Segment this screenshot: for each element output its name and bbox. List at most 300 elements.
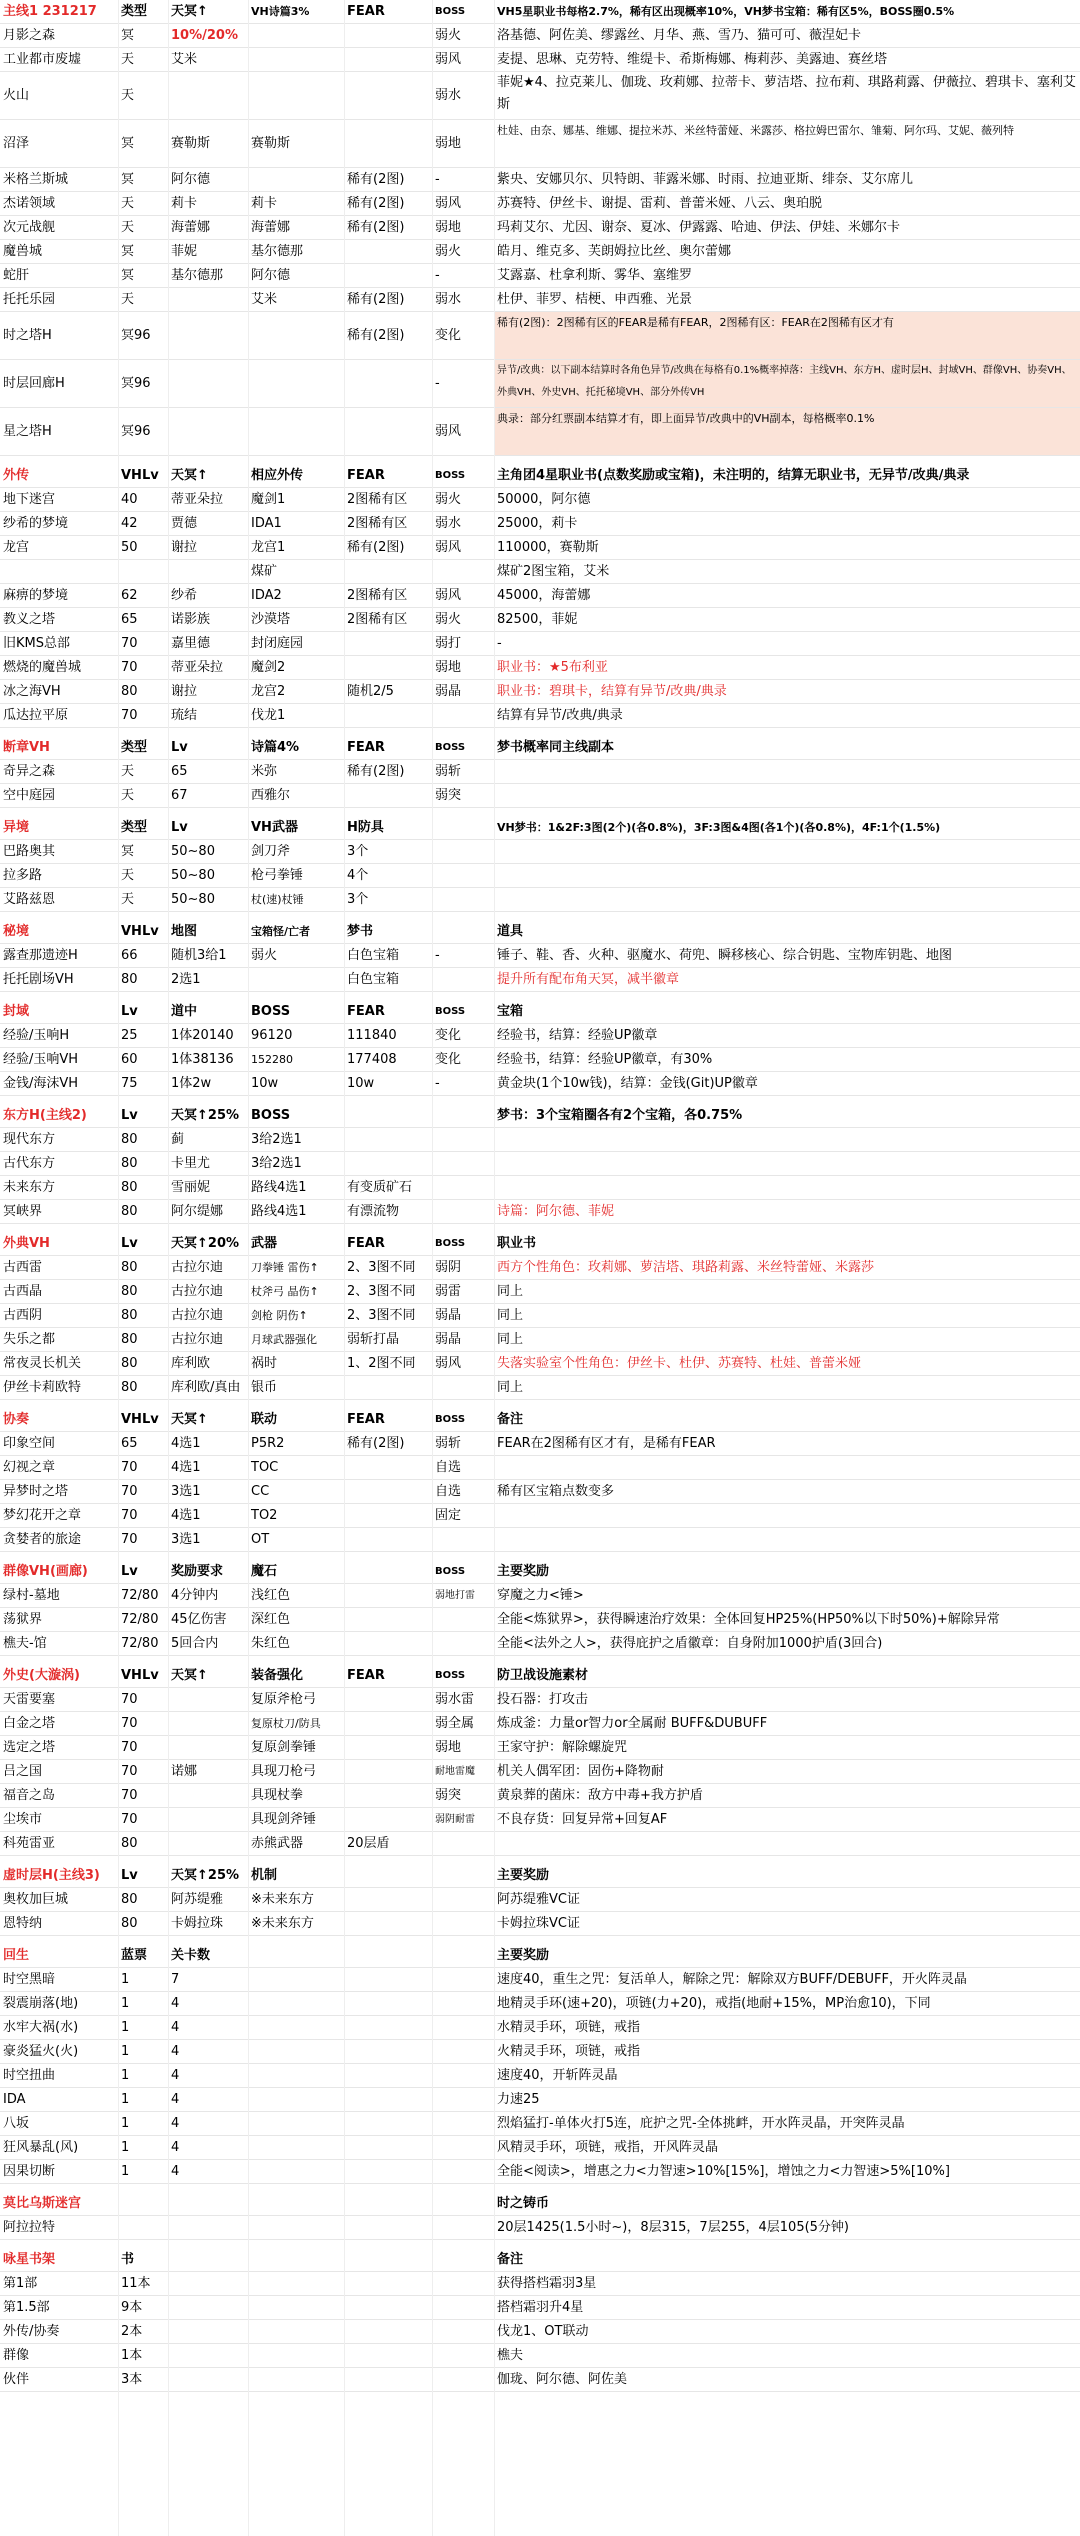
table-cell — [118, 2192, 168, 2216]
row-label-cell: 异梦时之塔 — [3, 1484, 69, 1499]
table-cell — [168, 2216, 248, 2240]
table-cell: 天冥↑20% — [171, 1236, 240, 1251]
table-cell: 古拉尔迪 — [171, 1332, 224, 1347]
table-cell: 60 — [121, 1052, 138, 1067]
table-cell: 70 — [121, 1692, 138, 1707]
table-cell: 弱水雷 — [435, 1692, 475, 1707]
table-cell: 不良存货：回复异常+回复AF — [497, 1812, 668, 1827]
table-cell: 沙漠塔 — [251, 612, 291, 627]
table-cell: 4个 — [347, 868, 369, 883]
table-cell: 蒂亚朵拉 — [171, 492, 224, 507]
table-cell — [168, 1808, 248, 1832]
table-cell: Lv — [121, 1236, 138, 1251]
table-cell — [344, 1968, 432, 1992]
table-cell: 3个 — [347, 844, 369, 859]
table-cell: 煤矿2图宝箱，艾米 — [497, 564, 610, 579]
table-row — [0, 1504, 1080, 1528]
table-cell: 天冥↑25% — [171, 1108, 240, 1123]
section-header-row — [0, 2192, 1080, 2216]
table-cell: 联动 — [251, 1412, 278, 1427]
table-cell: TOC — [251, 1460, 279, 1475]
table-cell: 弱地 — [435, 1740, 462, 1755]
table-cell: BOSS — [435, 1414, 466, 1425]
table-cell — [344, 784, 432, 808]
table-cell: 路线4选1 — [251, 1204, 307, 1219]
table-cell: 全能<炼狱界>，获得瞬速治疗效果：全体回复HP25%(HP50%以下时50%)+解除异常 — [497, 1612, 1000, 1627]
table-cell: 机制 — [251, 1868, 278, 1883]
table-cell: 梦书概率同主线副本 — [497, 740, 615, 755]
table-cell — [432, 816, 494, 840]
table-cell: 具现杖拳 — [251, 1788, 304, 1803]
row-label-cell: 时之塔H — [3, 328, 52, 343]
row-label-cell: 外传 — [3, 468, 30, 483]
table-cell — [432, 1608, 494, 1632]
row-label-cell: 经验/玉响VH — [3, 1052, 79, 1067]
table-cell: 路线4选1 — [251, 1180, 307, 1195]
row-label-cell: 未来东方 — [3, 1180, 56, 1195]
table-cell: 弱地打雷 — [435, 1590, 475, 1601]
table-cell — [432, 2248, 494, 2272]
row-label-cell: 沼泽 — [3, 136, 30, 151]
row-label-cell: 旧KMS总部 — [3, 636, 70, 651]
table-cell: 白色宝箱 — [347, 948, 400, 963]
table-cell: 弱晶 — [435, 1332, 462, 1347]
row-label-cell: 时空扭曲 — [3, 2068, 56, 2083]
table-row — [0, 584, 1080, 608]
row-label-cell: 时空黑暗 — [3, 1972, 56, 1987]
table-row — [0, 760, 1080, 784]
table-cell: 70 — [121, 1460, 138, 1475]
table-cell: 弱风 — [435, 588, 462, 603]
table-cell: - — [435, 172, 440, 187]
table-cell: 菲妮★4、拉克莱儿、伽珑、玫莉娜、拉蒂卡、萝洁塔、拉布莉、琪路莉露、伊薇拉、碧琪卡、塞利艾斯 — [497, 75, 1076, 112]
table-cell: 剑枪 阴伤↑ — [251, 1309, 308, 1322]
section-header-row — [0, 2248, 1080, 2272]
table-cell: 赛勒斯 — [171, 136, 211, 151]
table-cell: 80 — [121, 1308, 138, 1323]
table-cell: 弱地 — [435, 660, 462, 675]
row-label-cell: 空中庭园 — [3, 788, 56, 803]
table-cell: 弱风 — [435, 424, 462, 439]
table-cell: 古拉尔迪 — [171, 1308, 224, 1323]
table-cell: 45亿伤害 — [171, 1612, 227, 1627]
table-row — [0, 1048, 1080, 1072]
table-cell: 冥96 — [121, 424, 151, 439]
table-cell — [432, 920, 494, 944]
table-row — [0, 288, 1080, 312]
table-cell: FEAR — [347, 468, 385, 483]
row-label-cell: 蛇肝 — [3, 268, 30, 283]
row-label-cell: 东方H(主线2) — [3, 1108, 87, 1123]
row-label-cell: 冥峡界 — [3, 1204, 43, 1219]
row-label-cell: 回生 — [3, 1948, 30, 1963]
table-cell: 梦书：3个宝箱圈各有2个宝箱，各0.75% — [497, 1108, 743, 1123]
table-cell — [168, 2320, 248, 2344]
table-cell: 80 — [121, 1916, 138, 1931]
table-cell: 弱斩 — [435, 764, 462, 779]
table-cell — [168, 288, 248, 312]
table-cell: 3给2选1 — [251, 1132, 302, 1147]
spacer-row — [0, 2184, 1080, 2192]
table-row — [0, 2040, 1080, 2064]
table-cell: 4 — [171, 2140, 180, 2155]
table-cell: 具现刀枪弓 — [251, 1764, 317, 1779]
table-cell: 水精灵手环，项链，戒指 — [497, 2020, 641, 2035]
table-cell: 冥 — [121, 244, 135, 259]
spacer-row — [0, 1856, 1080, 1864]
table-cell — [344, 408, 432, 456]
table-cell — [432, 1864, 494, 1888]
table-cell: 基尔德那 — [251, 244, 304, 259]
table-row — [0, 168, 1080, 192]
row-label-cell: 米格兰斯城 — [3, 172, 69, 187]
row-label-cell: 燃烧的魔兽城 — [3, 660, 82, 675]
table-cell — [344, 2272, 432, 2296]
column-divider — [432, 0, 433, 2536]
table-cell — [248, 24, 344, 48]
table-cell — [344, 1104, 432, 1128]
table-cell: 伽珑、阿尔德、阿佐美 — [497, 2372, 628, 2387]
table-cell — [344, 1808, 432, 1832]
table-cell: 杖斧弓 晶伤↑ — [251, 1285, 319, 1298]
table-cell: BOSS — [435, 742, 466, 753]
table-cell — [248, 2248, 344, 2272]
table-cell: 1 — [121, 2068, 130, 2083]
table-cell: 1 — [121, 2020, 130, 2035]
spacer-row — [0, 456, 1080, 464]
table-cell: 66 — [121, 948, 138, 963]
table-cell: 80 — [121, 1332, 138, 1347]
table-cell — [344, 2040, 432, 2064]
table-cell — [248, 2112, 344, 2136]
table-cell: VHLv — [121, 468, 159, 483]
row-label-cell: 月影之森 — [3, 28, 56, 43]
table-cell — [432, 560, 494, 584]
table-cell: Lv — [171, 740, 188, 755]
table-cell: 177408 — [347, 1052, 397, 1067]
table-cell: - — [435, 268, 440, 283]
table-cell: 基尔德那 — [171, 268, 224, 283]
table-cell: VH5星职业书每格2.7%，稀有区出现概率10%，VH梦书宝箱：稀有区5%，BOSS圈0.5% — [497, 5, 955, 18]
table-cell: 天 — [121, 764, 135, 779]
table-cell: 20层1425(1.5小时~)，8层315，7层255，4层105(5分钟) — [497, 2220, 850, 2235]
table-cell: 苏赛特、伊丝卡、谢提、雷莉、普蕾米娅、八云、奥珀脱 — [497, 196, 823, 211]
table-cell — [344, 1912, 432, 1936]
section-header-row — [0, 1944, 1080, 1968]
table-cell: 天 — [121, 788, 135, 803]
table-cell: 50~80 — [171, 868, 215, 883]
table-cell — [432, 1888, 494, 1912]
table-cell: 62 — [121, 588, 138, 603]
table-cell: 皓月、维克多、芙朗姆拉比丝、奥尔蕾娜 — [497, 244, 732, 259]
row-label-cell: 白金之塔 — [3, 1716, 56, 1731]
table-cell: 72/80 — [121, 1612, 159, 1627]
table-row — [0, 1152, 1080, 1176]
section-header-row — [0, 464, 1080, 488]
table-cell: 变化 — [435, 328, 462, 343]
table-cell — [168, 560, 248, 584]
section-header-row — [0, 1408, 1080, 1432]
table-cell: 稀有(2图)：2图稀有区的FEAR是稀有FEAR，2图稀有区：FEAR在2图稀有区才有 — [494, 312, 1080, 360]
table-cell: 45000，海蕾娜 — [497, 588, 591, 603]
row-label-cell: 金钱/海沫VH — [3, 1076, 79, 1091]
table-row — [0, 1712, 1080, 1736]
table-cell: 弱风 — [435, 196, 462, 211]
table-cell: 弱晶 — [435, 684, 462, 699]
table-cell: 具现剑斧锤 — [251, 1812, 317, 1827]
table-cell: 琉结 — [171, 708, 198, 723]
table-cell: 炼成釜：力量or智力or全属耐 BUFF&DUBUFF — [497, 1716, 768, 1731]
table-row — [0, 1888, 1080, 1912]
table-row — [0, 1808, 1080, 1832]
table-cell — [432, 2368, 494, 2392]
table-cell: 诺影族 — [171, 612, 211, 627]
table-cell: 海蕾娜 — [171, 220, 211, 235]
table-cell: 古拉尔迪 — [171, 1260, 224, 1275]
table-cell: 速度40，重生之咒：复活单人，解除之咒：解除双方BUFF/DEBUFF，开火阵灵晶 — [497, 1972, 967, 1987]
table-cell: 防卫战设施素材 — [497, 1668, 589, 1683]
row-label-cell: 绿村-墓地 — [3, 1588, 60, 1603]
table-row — [0, 656, 1080, 680]
section-header-row — [0, 920, 1080, 944]
table-cell: 经验书，结算：经验UP徽章，有30% — [497, 1052, 713, 1067]
table-cell: 4选1 — [171, 1508, 201, 1523]
table-row — [0, 2272, 1080, 2296]
table-cell: 梦书 — [347, 924, 374, 939]
table-cell: 1 — [121, 2092, 130, 2107]
table-cell: 80 — [121, 1180, 138, 1195]
table-row — [0, 216, 1080, 240]
table-cell — [248, 2136, 344, 2160]
row-label-cell: 外传/协奏 — [3, 2324, 60, 2339]
row-label-cell: 次元战舰 — [3, 220, 56, 235]
row-label-cell: 火山 — [3, 88, 30, 103]
table-row — [0, 120, 1080, 168]
table-cell: 70 — [121, 1508, 138, 1523]
row-label-cell: 吕之国 — [3, 1764, 43, 1779]
table-cell: 弱风 — [435, 540, 462, 555]
table-row — [0, 1176, 1080, 1200]
table-cell — [344, 1784, 432, 1808]
table-cell: 地图 — [171, 924, 198, 939]
column-divider — [494, 0, 495, 2536]
table-cell — [432, 2040, 494, 2064]
table-cell: 弱火 — [435, 612, 462, 627]
table-cell: 紫央、安娜贝尔、贝特朗、菲露米娜、时雨、拉迪亚斯、绯奈、艾尔席儿 — [497, 172, 914, 187]
table-cell: 赛勒斯 — [251, 136, 291, 151]
row-label-cell: 麻痹的梦境 — [3, 588, 69, 603]
table-cell: 弱突 — [435, 788, 462, 803]
table-cell: 弱火 — [251, 948, 278, 963]
table-cell: 4选1 — [171, 1460, 201, 1475]
table-cell: FEAR — [347, 1668, 385, 1683]
table-cell: 菲妮 — [171, 244, 198, 259]
row-label-cell: 古西晶 — [3, 1284, 43, 1299]
table-cell: 弱火 — [435, 492, 462, 507]
table-cell — [432, 1992, 494, 2016]
table-cell: 天 — [121, 88, 135, 103]
table-cell: FEAR — [347, 4, 385, 19]
table-row — [0, 24, 1080, 48]
table-cell: 70 — [121, 660, 138, 675]
table-cell — [248, 2016, 344, 2040]
table-row — [0, 840, 1080, 864]
table-cell — [344, 120, 432, 168]
table-cell: 古拉尔迪 — [171, 1284, 224, 1299]
table-cell: 雪丽妮 — [171, 1180, 211, 1195]
table-cell: 弱水 — [435, 292, 462, 307]
table-cell: Lv — [121, 1564, 138, 1579]
table-cell: 诗篇4% — [251, 740, 300, 755]
row-label-cell: 秘境 — [3, 924, 30, 939]
table-cell: 武器 — [251, 1236, 278, 1251]
table-cell: 固定 — [435, 1508, 462, 1523]
table-cell — [118, 560, 168, 584]
table-cell — [432, 1376, 494, 1400]
table-row — [0, 864, 1080, 888]
table-cell — [344, 2016, 432, 2040]
table-cell: 同上 — [497, 1380, 524, 1395]
table-cell — [344, 1992, 432, 2016]
table-cell: 复原剑拳锤 — [251, 1740, 317, 1755]
table-cell: 赤熊武器 — [251, 1836, 304, 1851]
table-cell: 2本 — [121, 2324, 143, 2339]
table-cell: 封闭庭园 — [251, 636, 304, 651]
table-cell: 50000，阿尔德 — [497, 492, 591, 507]
table-cell: VH诗篇3% — [251, 5, 310, 18]
table-row — [0, 1528, 1080, 1552]
table-row — [0, 608, 1080, 632]
table-cell: 备注 — [497, 1412, 524, 1427]
table-cell: 有变质矿石 — [347, 1180, 413, 1195]
table-cell: 关卡数 — [171, 1948, 211, 1963]
table-cell: 蓝票 — [121, 1948, 148, 1963]
table-row — [0, 1128, 1080, 1152]
table-cell: 天 — [121, 52, 135, 67]
row-label-cell: 杰诺领域 — [3, 196, 56, 211]
table-cell: BOSS — [251, 1004, 291, 1019]
row-divider — [0, 2391, 1080, 2392]
table-cell: 1 — [121, 2116, 130, 2131]
row-label-cell: 贪婪者的旅途 — [3, 1532, 82, 1547]
table-cell — [168, 1688, 248, 1712]
table-cell: 80 — [121, 1204, 138, 1219]
table-cell: 提升所有配布角天冥，减半徽章 — [497, 972, 680, 987]
table-cell: - — [435, 376, 440, 391]
table-cell — [248, 72, 344, 120]
table-cell: 艾露嘉、杜拿利斯、雾华、塞维罗 — [497, 268, 693, 283]
table-cell — [432, 1912, 494, 1936]
table-cell: ※未来东方 — [251, 1892, 314, 1907]
spacer-row — [0, 2240, 1080, 2248]
table-cell: 装备强化 — [251, 1668, 304, 1683]
table-cell — [344, 2344, 432, 2368]
table-cell — [432, 2064, 494, 2088]
table-cell: 银币 — [251, 1380, 278, 1395]
table-cell: 4 — [171, 2116, 180, 2131]
table-cell: 弱地 — [435, 220, 462, 235]
table-cell: 天冥↑ — [171, 468, 208, 483]
row-label-cell: 选定之塔 — [3, 1740, 56, 1755]
row-label-cell: 奥枚加巨城 — [3, 1892, 69, 1907]
column-divider — [248, 0, 249, 2536]
table-cell: 谢拉 — [171, 684, 198, 699]
table-cell: BOSS — [435, 1566, 466, 1577]
table-cell: 主要奖励 — [497, 1564, 550, 1579]
table-cell: 黄泉葬的菌床：敌方中毒+我方护盾 — [497, 1788, 703, 1803]
table-cell: 弱风 — [435, 52, 462, 67]
table-cell: VHLv — [121, 924, 159, 939]
table-cell: - — [435, 948, 440, 963]
row-label-cell: 荡狱界 — [3, 1612, 43, 1627]
spacer-row — [0, 1400, 1080, 1408]
table-cell: 稀有(2图) — [347, 328, 405, 343]
table-cell: IDA1 — [251, 516, 282, 531]
row-label-cell: 教义之塔 — [3, 612, 56, 627]
table-cell: 卡里尤 — [171, 1156, 211, 1171]
table-cell — [248, 1968, 344, 1992]
table-cell — [432, 2088, 494, 2112]
table-row — [0, 1304, 1080, 1328]
table-cell — [344, 2368, 432, 2392]
table-cell: VHLv — [121, 1412, 159, 1427]
table-cell: 浅红色 — [251, 1588, 291, 1603]
table-cell: 天 — [121, 196, 135, 211]
table-cell: 随机2/5 — [347, 684, 394, 699]
table-cell: 1 — [121, 2140, 130, 2155]
table-cell: 111840 — [347, 1028, 397, 1043]
table-cell: 王家守护：解除螺旋咒 — [497, 1740, 628, 1755]
table-cell: 稀有(2图) — [347, 172, 405, 187]
table-cell — [344, 1864, 432, 1888]
table-cell: 弱突 — [435, 1788, 462, 1803]
table-cell: 艾米 — [251, 292, 278, 307]
table-cell: 月球武器强化 — [251, 1333, 317, 1346]
table-cell: P5R2 — [251, 1436, 285, 1451]
table-cell: 力速25 — [497, 2092, 540, 2107]
table-cell — [344, 1560, 432, 1584]
table-cell — [432, 1104, 494, 1128]
spacer-row — [0, 1224, 1080, 1232]
table-cell: 96120 — [251, 1028, 293, 1043]
table-cell — [432, 1200, 494, 1224]
table-row — [0, 1456, 1080, 1480]
table-cell — [344, 2088, 432, 2112]
table-row — [0, 888, 1080, 912]
table-cell: 职业书：★5布利亚 — [497, 660, 608, 675]
row-label-cell: 伙伴 — [3, 2372, 30, 2387]
table-cell: 库利欧 — [171, 1356, 211, 1371]
table-cell — [248, 2320, 344, 2344]
table-cell: 80 — [121, 1132, 138, 1147]
section-header-row — [0, 816, 1080, 840]
table-cell — [344, 2064, 432, 2088]
section-header-row — [0, 1000, 1080, 1024]
table-cell: 4 — [171, 2068, 180, 2083]
table-cell — [344, 2248, 432, 2272]
row-label-cell: 外典VH — [3, 1236, 50, 1251]
table-row — [0, 2344, 1080, 2368]
table-cell: 弱斩打晶 — [347, 1332, 400, 1347]
table-row — [0, 312, 1080, 360]
table-row — [0, 1328, 1080, 1352]
row-label-cell: 瓜达拉平原 — [3, 708, 69, 723]
table-cell: 同上 — [497, 1308, 524, 1323]
section-header-row — [0, 1232, 1080, 1256]
table-cell — [344, 1688, 432, 1712]
table-cell: 职业书 — [497, 1236, 537, 1251]
table-cell: 自选 — [435, 1460, 462, 1475]
